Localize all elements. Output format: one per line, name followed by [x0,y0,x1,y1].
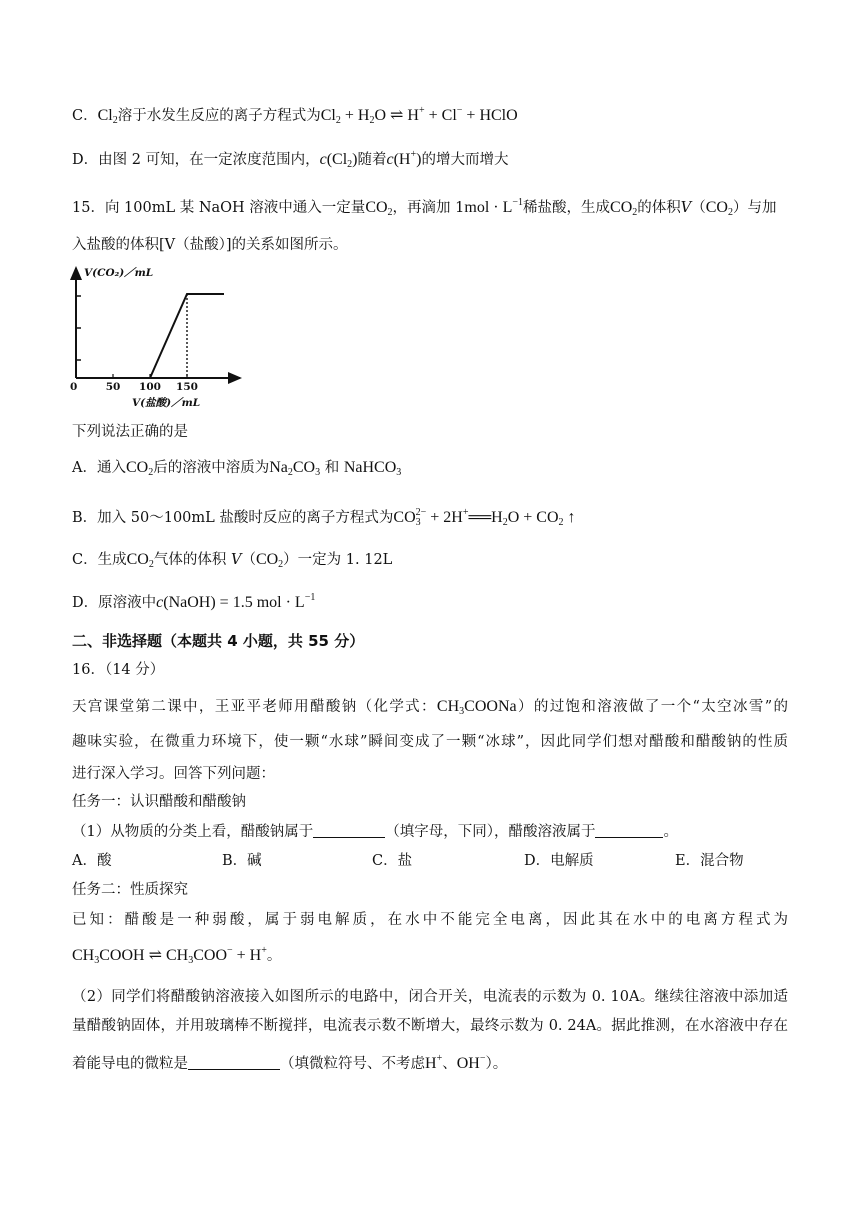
q15-line2: 入盐酸的体积[V（盐酸）]的关系如图所示。 [72,237,348,253]
ionization-equation: $CH_3COOH$ ⇌ $CH_3COO^- + H^+$。 [72,945,282,966]
q15-option-b: B．加入 50～100mL 盐酸时反应的离子方程式为$CO_3^{2-}$ + $2H^+══H_2O + CO_2$ ↑ [72,507,576,528]
q15-option-d: D．原溶液中c(NaOH) = 1.5 mol · $L^{-1}$ [72,592,316,611]
task2-heading: 任务二：性质探究 [72,882,188,898]
q16-known: 已知：醋酸是一种弱酸，属于弱电解质，在水中不能完全电离，因此其在水中的电离方程式为 [72,912,788,928]
x-tick-label-50: 50 [105,381,121,393]
answer-blank-1[interactable] [313,823,385,838]
option-acid: A．酸 [72,853,112,869]
answer-blank-2[interactable] [595,823,663,838]
option-salt: C．盐 [372,853,413,869]
x-tick-label-100: 100 [139,381,161,393]
q16-q2-line1: （2）同学们将醋酸钠溶液接入如图所示的电路中，闭合开关，电流表的示数为 0. 10A。继续往溶液中添加适 [72,989,788,1005]
x-tick-label-150: 150 [176,381,198,393]
x-axis-label: V(盐酸)／mL [132,397,201,409]
task1-heading: 任务一：认识醋酸和醋酸钠 [72,794,246,810]
q15-line1: 15．向 100mL 某 NaOH 溶液中通入一定量$CO_2$，再滴加 $1mol \cdot L^{-1}$稀盐酸，生成$CO_2$的体积$V(CO_2)$与加 [72,197,777,218]
c-hplus: c(H+) [386,149,422,168]
option-electrolyte: D．电解质 [524,853,594,869]
option-c-line: C．$Cl_2$溶于水发生反应的离子方程式为$Cl_2 + H_2O$ ⇌ H+ + Cl− + HClO [72,105,518,126]
reaction-equation: $Cl_2 + H_2O$ ⇌ H+ + Cl− + HClO [320,105,518,126]
c-cl2: $c(Cl_2)$ [319,151,358,170]
chart-axes [70,266,240,409]
q15-option-c: C．生成$CO_2$气体的体积 $V(CO_2)$一定为 1. 12L [72,551,393,570]
x-tick-label-0: 0 [70,381,78,393]
y-axis-label: V(CO₂)／mL [84,267,154,279]
q16-p2: 趣味实验，在微重力环境下，使一颗“水球”瞬间变成了一颗“冰球”，因此同学们想对醋酸和醋酸钠的性质 [72,734,788,750]
q16-header: 16．（14 分） [72,662,165,678]
q16-options [72,851,788,871]
q15-option-a: A．通入$CO_2$后的溶液中溶质为$Na_2CO_3$ 和 NaHCO$_3$ [72,459,402,478]
option-mixture: E．混合物 [675,853,744,869]
q16-q2-line2: 量醋酸钠固体，并用玻璃棒不断搅拌，电流表示数不断增大，最终示数为 0. 24A。据此推测，在水溶液中存在 [72,1018,788,1034]
q16-question1: （1）从物质的分类上看，醋酸钠属于 （填字母，下同），醋酸溶液属于 。 [72,824,678,840]
co2-volume-chart [62,262,252,412]
option-d-line: D．由图 2 可知，在一定浓度范围内，$c(Cl_2)$随着c(H+)的增大而增大 [72,149,509,170]
cl2-formula: $Cl_2$ [97,107,118,126]
section-title: 二、非选择题（本题共 4 小题，共 55 分） [72,632,365,650]
q16-p1: 天宫课堂第二课中，王亚平老师用醋酸钠（化学式：$CH_3COONa$）的过饱和溶液做了一个“太空冰雪”的 [72,698,789,717]
answer-blank-3[interactable] [188,1055,280,1070]
q15-prompt: 下列说法正确的是 [72,424,188,440]
option-base: B．碱 [222,853,262,869]
q16-p3: 进行深入学习。回答下列问题： [72,766,275,782]
q16-q2-line3: 着能导电的微粒是 （填微粒符号、不考虑H+、OH−）。 [72,1053,508,1072]
